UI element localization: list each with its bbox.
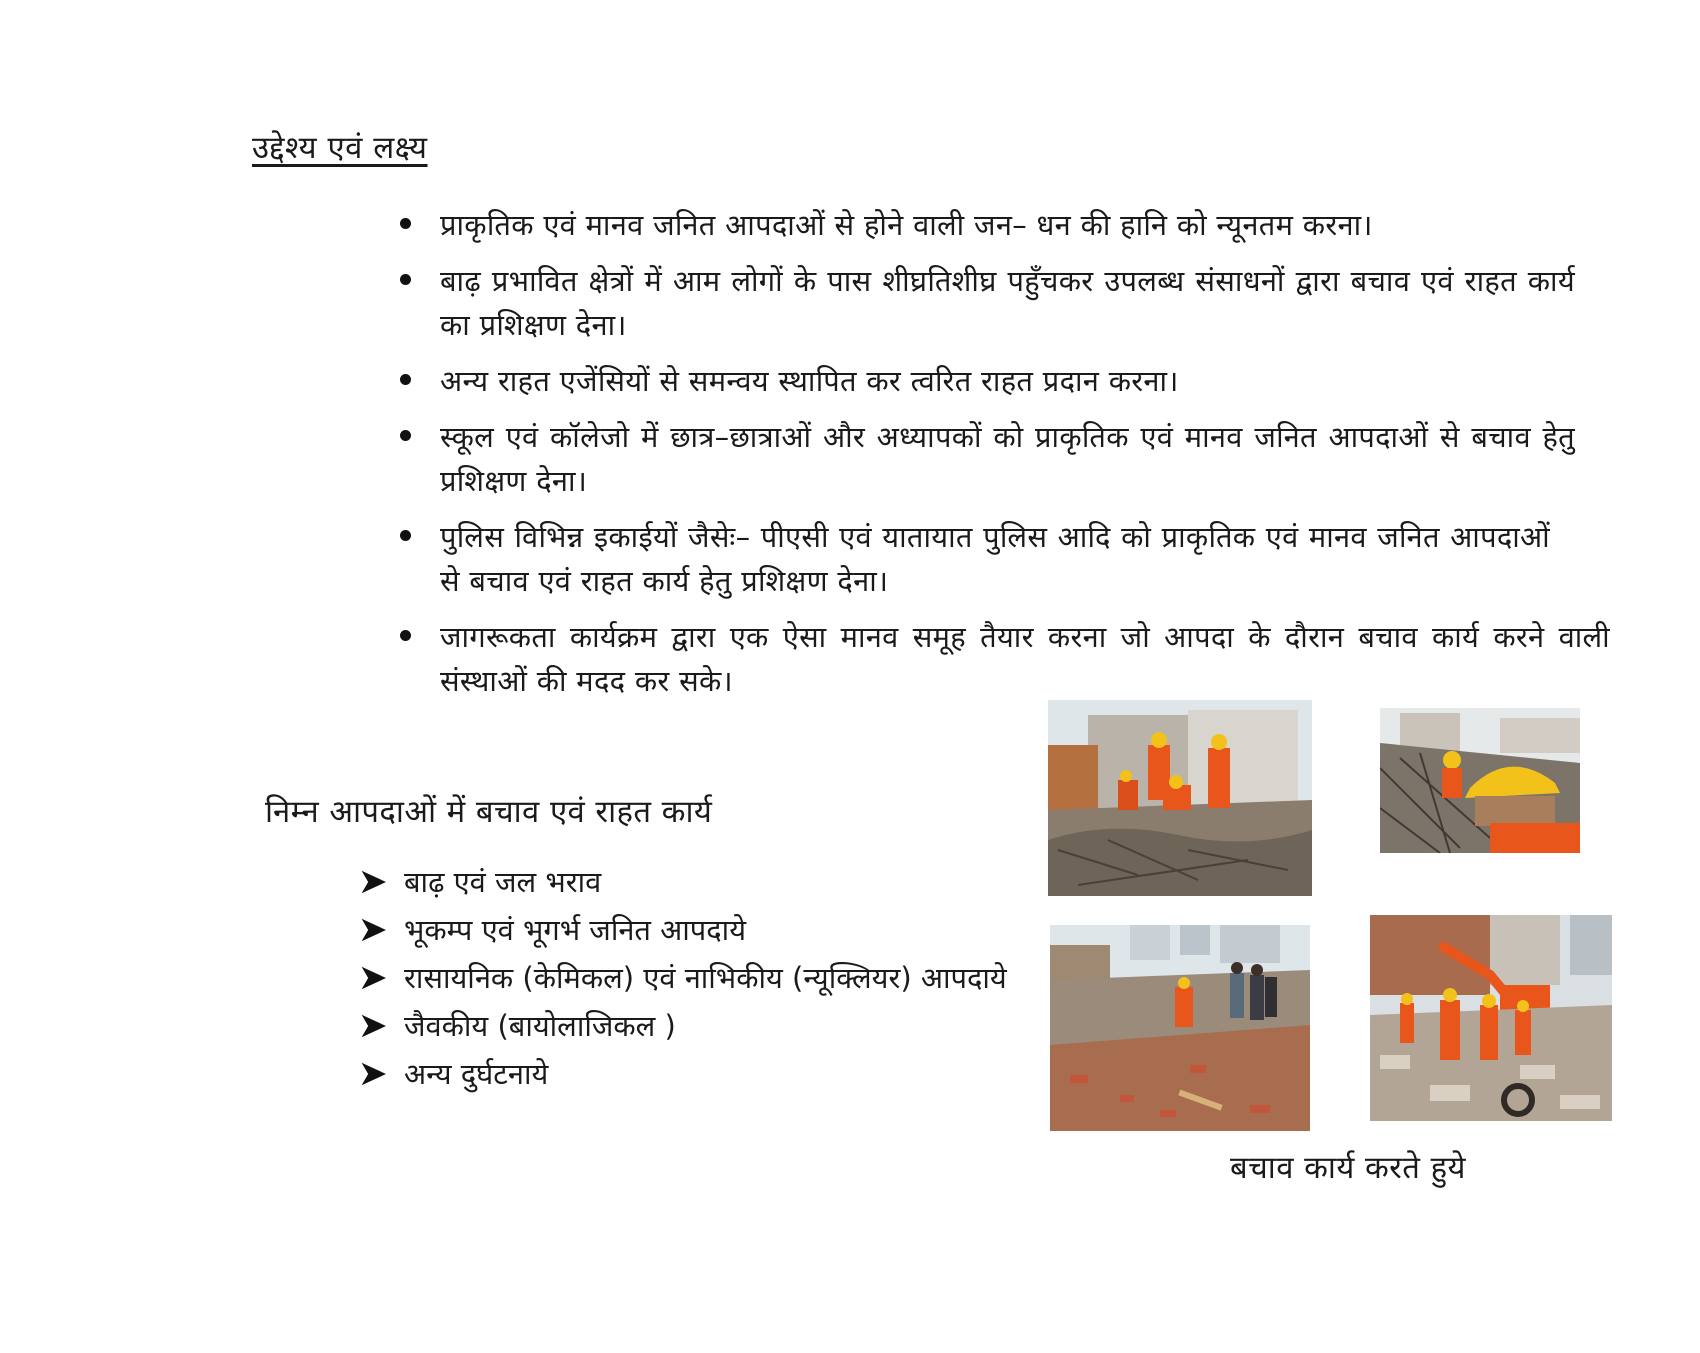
bullet-icon	[400, 430, 411, 441]
arrow-bullet-icon	[358, 1011, 388, 1041]
bullet-icon	[400, 218, 411, 229]
bullet-icon	[400, 374, 411, 385]
objective-item: पुलिस विभिन्न इकाईयों जैसेः– पीएसी एवं यातायात पुलिस आदि को प्राकृतिक एवं मानव जनित आपदाओं से बचाव एवं राहत कार्य हेतु प्रशिक्षण देना।	[400, 515, 1550, 603]
objective-item: बाढ़ प्रभावित क्षेत्रों में आम लोगों के पास शीघ्रतिशीघ्र पहुँचकर उपलब्ध संसाधनों द्वारा बचाव एवं राहत कार्य का प्रशिक्षण देना।	[400, 259, 1575, 347]
disaster-item: जैवकीय (बायोलाजिकल )	[358, 1002, 1007, 1050]
objectives-list	[400, 203, 1610, 715]
bullet-icon	[400, 630, 411, 641]
objective-item: प्राकृतिक एवं मानव जनित आपदाओं से होने वाली जन– धन की हानि को न्यूनतम करना।	[400, 203, 1400, 247]
disaster-item: भूकम्प एवं भूगर्भ जनित आपदाये	[358, 906, 1007, 954]
photo-caption: बचाव कार्य करते हुये	[1230, 1150, 1466, 1186]
arrow-bullet-icon	[358, 1059, 388, 1089]
arrow-bullet-icon	[358, 867, 388, 897]
bullet-icon	[400, 530, 411, 541]
disaster-item: अन्य दुर्घटनाये	[358, 1050, 1007, 1098]
rescue-photo-4	[1370, 915, 1612, 1121]
objective-item: अन्य राहत एजेंसियों से समन्वय स्थापित कर त्वरित राहत प्रदान करना।	[400, 359, 1575, 403]
disaster-item: बाढ़ एवं जल भराव	[358, 858, 1007, 906]
rescue-photo-1	[1048, 700, 1312, 896]
objective-item: स्कूल एवं कॉलेजो में छात्र–छात्राओं और अध्यापकों को प्राकृतिक एवं मानव जनित आपदाओं से बचाव हेतु प्रशिक्षण देना।	[400, 415, 1575, 503]
disasters-list	[358, 858, 1007, 1098]
rescue-photo-3	[1050, 925, 1310, 1131]
bullet-icon	[400, 274, 411, 285]
disasters-title: निम्न आपदाओं में बचाव एवं राहत कार्य	[265, 794, 713, 830]
arrow-bullet-icon	[358, 915, 388, 945]
rescue-photo-2	[1380, 708, 1580, 853]
objective-item: जागरूकता कार्यक्रम द्वारा एक ऐसा मानव समूह तैयार करना जो आपदा के दौरान बचाव कार्य करने वाली संस्थाओं की मदद कर सके।	[400, 615, 1610, 703]
arrow-bullet-icon	[358, 963, 388, 993]
section-title: उद्देश्य एवं लक्ष्य	[252, 130, 428, 166]
disaster-item: रासायनिक (केमिकल) एवं नाभिकीय (न्यूक्लियर) आपदाये	[358, 954, 1007, 1002]
